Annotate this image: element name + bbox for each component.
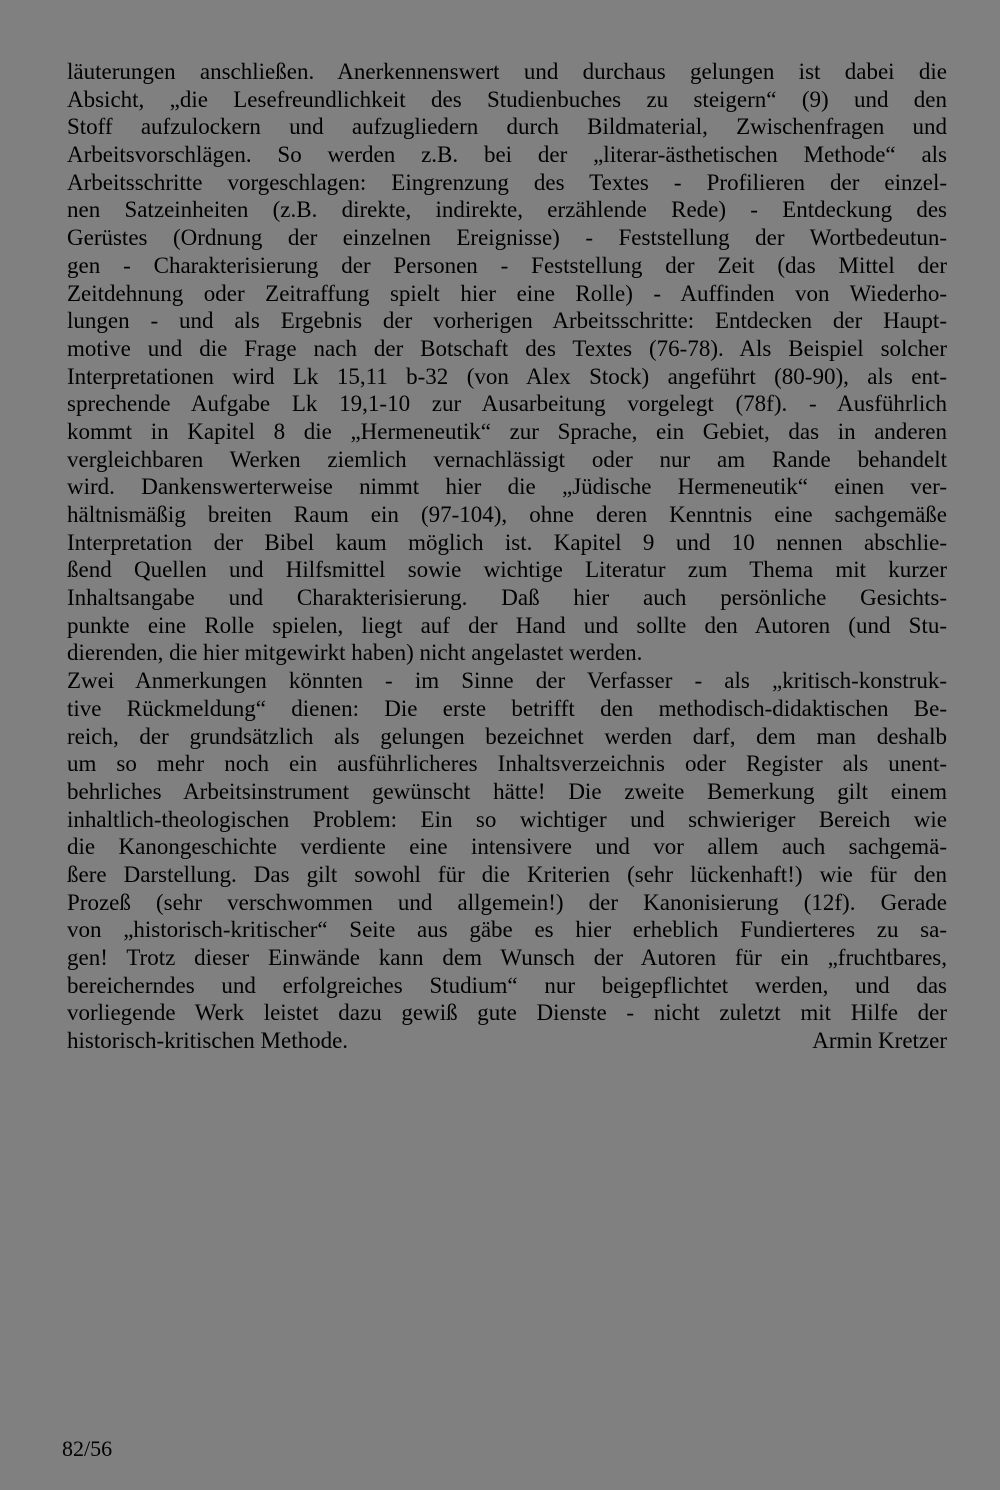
- text-line: Gerüstes (Ordnung der einzelnen Ereignisse) - Feststellung der Wortbedeutun-: [67, 225, 947, 251]
- text-line: reich, der grundsätzlich als gelungen bezeichnet werden darf, dem man deshalb: [67, 723, 947, 749]
- text-line: Interpretation der Bibel kaum möglich ist. Kapitel 9 und 10 nennen abschlie-: [67, 529, 947, 555]
- text-line: motive und die Frage nach der Botschaft des Textes (76-78). Als Beispiel solcher: [67, 335, 947, 361]
- text-line: um so mehr noch ein ausführlicheres Inhaltsverzeichnis oder Register als unent-: [67, 751, 947, 777]
- text-line: Arbeitsschritte vorgeschlagen: Eingrenzung des Textes - Profilieren der einzel-: [67, 169, 947, 195]
- text-line: dierenden, die hier mitgewirkt haben) nicht angelastet werden.: [67, 640, 643, 666]
- text-line: inhaltlich-theologischen Problem: Ein so wichtiger und schwieriger Bereich wie: [67, 806, 947, 832]
- paragraph-1: [67, 58, 947, 667]
- text-line: die Kanongeschichte verdiente eine intensivere und vor allem auch sachgemä-: [67, 834, 947, 860]
- text-line: hältnismäßig breiten Raum ein (97-104), ohne deren Kenntnis eine sachgemäße: [67, 502, 947, 527]
- text-line: punkte eine Rolle spielen, liegt auf der Hand und sollte den Autoren (und Stu-: [67, 612, 947, 638]
- text-line: vorliegende Werk leistet dazu gewiß gute Dienste - nicht zuletzt mit Hilfe der: [67, 1000, 947, 1026]
- closing-line: [67, 1027, 947, 1055]
- text-line: Interpretationen wird Lk 15,11 b-32 (von Alex Stock) angeführt (80-90), als ent-: [67, 363, 947, 389]
- text-line: lungen - und als Ergebnis der vorherigen Arbeitsschritte: Entdecken der Haupt-: [67, 308, 947, 334]
- text-line: Arbeitsvorschlägen. So werden z.B. bei der „literar-ästhetischen Methode“ als: [67, 142, 947, 168]
- text-line: gen - Charakterisierung der Personen - Feststellung der Zeit (das Mittel der: [67, 252, 947, 278]
- text-line: ßere Darstellung. Das gilt sowohl für die Kriterien (sehr lückenhaft!) wie für den: [67, 861, 947, 887]
- text-line: Zeitdehnung oder Zeitraffung spielt hier eine Rolle) - Auffinden von Wiederho-: [67, 280, 947, 306]
- text-line: nen Satzeinheiten (z.B. direkte, indirekte, erzählende Rede) - Entdeckung des: [67, 197, 947, 223]
- text-line: bereicherndes und erfolgreiches Studium“ nur beigepflichtet werden, und das: [67, 972, 947, 998]
- closing-text: historisch-kritischen Methode.: [67, 1028, 349, 1054]
- text-line: ßend Quellen und Hilfsmittel sowie wichtige Literatur zum Thema mit kurzer: [67, 557, 947, 583]
- text-line: kommt in Kapitel 8 die „Hermeneutik“ zur Sprache, ein Gebiet, das in anderen: [67, 418, 947, 444]
- author-signature: Armin Kretzer: [812, 1028, 947, 1054]
- text-line: vergleichbaren Werken ziemlich vernachlässigt oder nur am Rande behandelt: [67, 446, 947, 472]
- text-line: Zwei Anmerkungen könnten - im Sinne der Verfasser - als „kritisch-konstruk-: [67, 668, 947, 694]
- text-line: wird. Dankenswerterweise nimmt hier die „Jüdische Hermeneutik“ einen ver-: [67, 474, 947, 500]
- text-line: sprechende Aufgabe Lk 19,1-10 zur Ausarbeitung vorgelegt (78f). - Ausführlich: [67, 391, 947, 417]
- page-number: 82/56: [62, 1436, 113, 1461]
- paragraph-2: [67, 667, 947, 1027]
- text-line: behrliches Arbeitsinstrument gewünscht hätte! Die zweite Bemerkung gilt einem: [67, 778, 947, 804]
- text-line: läuterungen anschließen. Anerkennenswert und durchaus gelungen ist dabei die: [67, 59, 947, 84]
- text-line: Inhaltsangabe und Charakterisierung. Daß hier auch persönliche Gesichts-: [67, 585, 947, 611]
- text-line: von „historisch-kritischer“ Seite aus gäbe es hier erheblich Fundierteres zu sa-: [67, 917, 947, 943]
- text-line: tive Rückmeldung“ dienen: Die erste betrifft den methodisch-didaktischen Be-: [67, 695, 947, 721]
- review-text: [67, 58, 947, 1055]
- text-line: Stoff aufzulockern und aufzugliedern durch Bildmaterial, Zwischenfragen und: [67, 114, 947, 140]
- text-line: gen! Trotz dieser Einwände kann dem Wunsch der Autoren für ein „fruchtbares,: [67, 945, 947, 970]
- text-line: Absicht, „die Lesefreundlichkeit des Studienbuches zu steigern“ (9) und den: [67, 86, 947, 112]
- text-line: Prozeß (sehr verschwommen und allgemein!) der Kanonisierung (12f). Gerade: [67, 889, 947, 915]
